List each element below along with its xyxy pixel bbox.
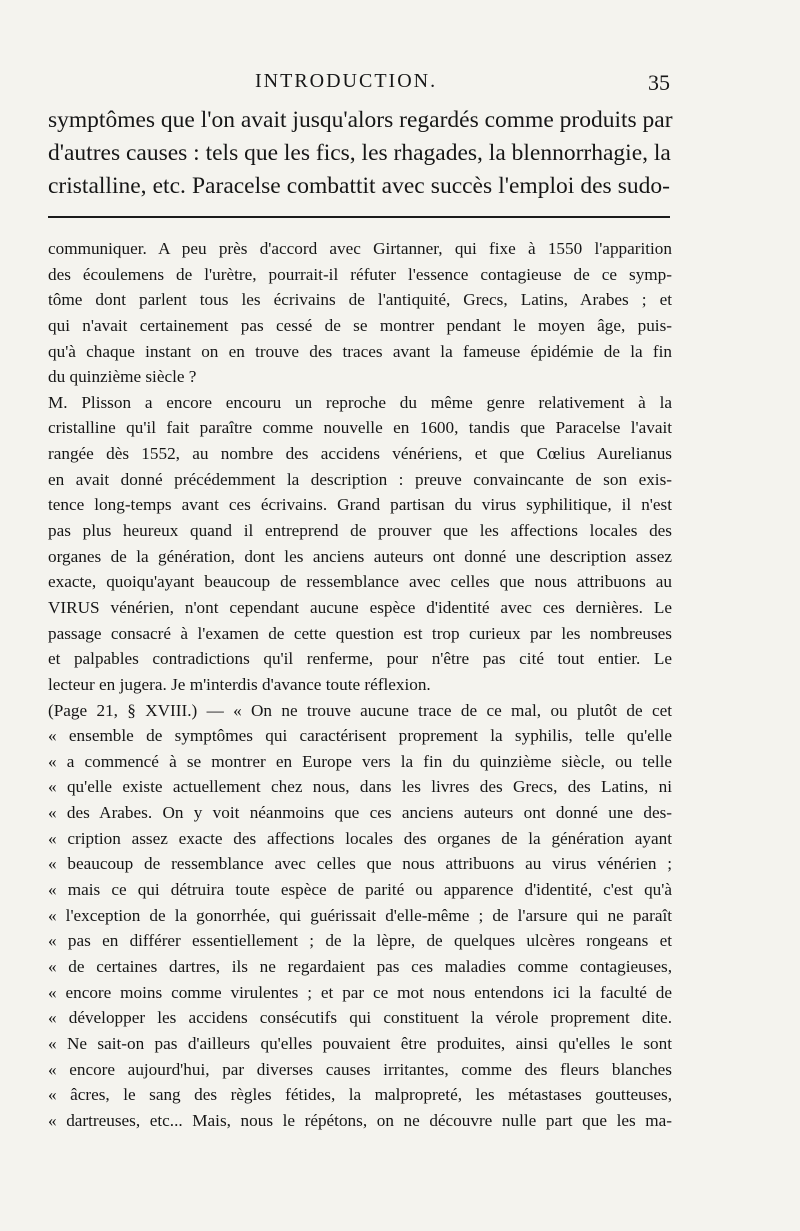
footnote-line: M. Plisson a encore encouru un reproche du même genre relativement à la [48,392,672,412]
footnote-line: « ensemble de symptômes qui caractérisent proprement la syphilis, telle qu'elle [48,726,672,746]
footnote-line: « encore moins comme virulentes ; et par ce mot nous entendons ici la faculté de [48,982,672,1002]
footnote-line: exacte, quoiqu'ayant beaucoup de ressemblance avec celles que nous attribuons au [48,572,672,592]
footnote-text [48,236,672,1133]
footnote-line: organes de la génération, dont les anciens auteurs ont donné une description assez [48,546,672,566]
footnote-line: « encore aujourd'hui, par diverses causes irritantes, comme des fleurs blanches [48,1059,672,1079]
footnote-separator-rule [48,216,670,218]
main-line: d'autres causes : tels que les fics, les rhagades, la blennorrhagie, la [48,140,671,166]
footnote-line: « des Arabes. On y voit néanmoins que ces anciens auteurs ont donné une des- [48,803,672,823]
footnote-line: cristalline qu'il fait paraître comme nouvelle en 1600, tandis que Paracelse l'avait [48,418,672,438]
footnote-line: passage consacré à l'examen de cette question est trop curieux par les nombreuses [48,623,672,643]
footnote-line: en avait donné précédemment la description : preuve convaincante de son exis- [48,469,672,489]
running-title: INTRODUCTION. [255,70,438,92]
main-line: symptômes que l'on avait jusqu'alors regardés comme produits par [48,107,673,133]
footnote-line: des écoulemens de l'urètre, pourrait-il réfuter l'essence contagieuse de ce symp- [48,264,672,284]
footnote-line: « beaucoup de ressemblance avec celles que nous attribuons au virus vénérien ; [48,854,672,874]
footnote-line: pas plus heureux quand il entreprend de prouver que les affections locales des [48,521,672,541]
footnote-line: « développer les accidens consécutifs qui constituent la vérole proprement dite. [48,1008,672,1028]
footnote-line: VIRUS vénérien, n'ont cependant aucune espèce d'identité avec ces dernières. Le [48,597,672,617]
footnote-line: « cription assez exacte des affections locales des organes de la génération ayant [48,828,672,848]
footnote-line: « âcres, le sang des règles fétides, la malpropreté, les métastases goutteuses, [48,1085,672,1105]
footnote-line: « pas en différer essentiellement ; de la lèpre, de quelques ulcères rongeans et [48,931,672,951]
running-head [0,70,800,100]
footnote-line: rangée dès 1552, au nombre des accidens vénériens, et que Cœlius Aurelianus [48,444,672,464]
footnote-line: « a commencé à se montrer en Europe vers la fin du quinzième siècle, ou telle [48,751,672,771]
footnote-line: « mais ce qui détruira toute espèce de parité ou apparence d'identité, c'est qu'à [48,880,672,900]
footnote-line: (Page 21, § XVIII.) — « On ne trouve aucune trace de ce mal, ou plutôt de cet [48,700,672,720]
footnote-line: et palpables contradictions qu'il renferme, pour n'être pas cité tout entier. Le [48,649,672,669]
footnote-line: tôme dont parlent tous les écrivains de l'antiquité, Grecs, Latins, Arabes ; et [48,290,672,310]
footnote-line: lecteur en jugera. Je m'interdis d'avance toute réflexion. [48,674,431,694]
footnote-line: « dartreuses, etc... Mais, nous le répétons, on ne découvre nulle part que les ma- [48,1110,672,1130]
page-number: 35 [648,70,670,95]
footnote-line: tence long-temps avant ces écrivains. Grand partisan du virus syphilitique, il n'est [48,495,672,515]
footnote-line: « l'exception de la gonorrhée, qui guérissait d'elle-même ; de l'arsure qui ne paraît [48,905,672,925]
footnote-line: qui n'avait certainement pas cessé de se montrer pendant le moyen âge, puis- [48,315,672,335]
main-text [48,104,673,203]
footnote-line: « de certaines dartres, ils ne regardaient pas ces maladies comme contagieuses, [48,956,672,976]
footnote-line: « qu'elle existe actuellement chez nous, dans les livres des Grecs, des Latins, ni [48,777,672,797]
footnote-line: qu'à chaque instant on en trouve des traces avant la fameuse épidémie de la fin [48,341,672,361]
footnote-line: « Ne sait-on pas d'ailleurs qu'elles pouvaient être produites, ainsi qu'elles le sont [48,1033,672,1053]
footnote-line: du quinzième siècle ? [48,367,197,387]
main-line: cristalline, etc. Paracelse combattit avec succès l'emploi des sudo- [48,173,670,199]
footnote-line: communiquer. A peu près d'accord avec Girtanner, qui fixe à 1550 l'apparition [48,239,672,258]
